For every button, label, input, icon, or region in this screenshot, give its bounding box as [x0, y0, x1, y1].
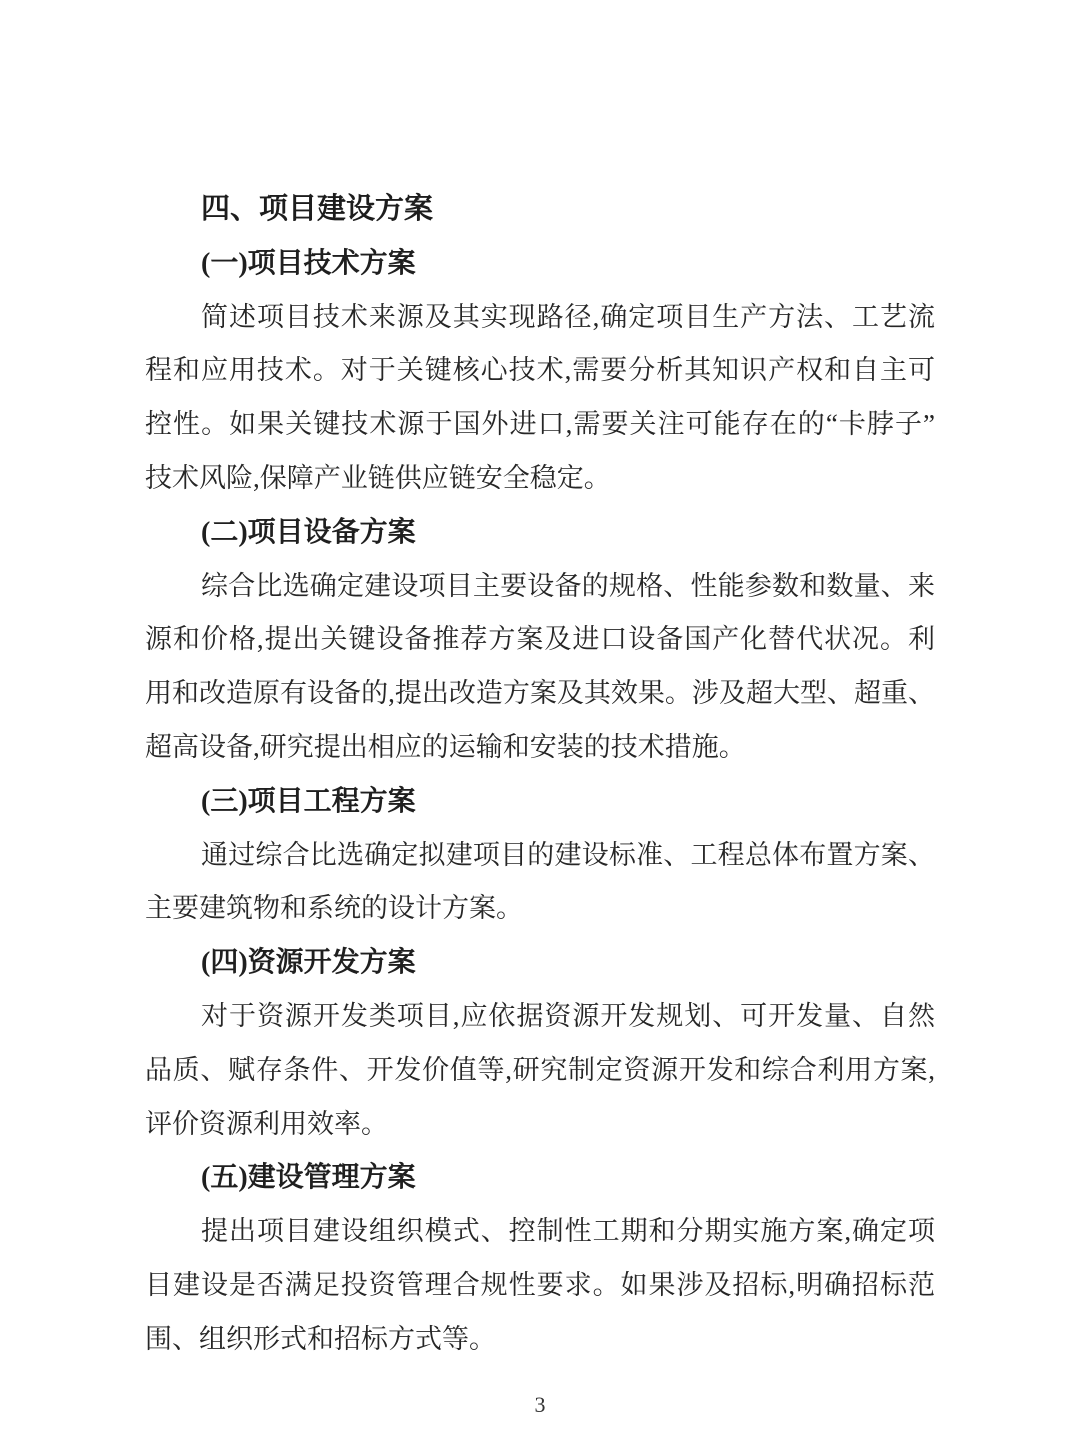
- section-title: 四、项目建设方案: [201, 193, 434, 225]
- subsection-heading-5: (五)建设管理方案: [201, 1162, 416, 1194]
- paragraph-line: 目建设是否满足投资管理合规性要求。如果涉及招标,明确招标范: [145, 1269, 935, 1300]
- paragraph-line: 提出项目建设组织模式、控制性工期和分期实施方案,确定项: [201, 1216, 935, 1247]
- paragraph-line: 品质、赋存条件、开发价值等,研究制定资源开发和综合利用方案,: [145, 1054, 935, 1085]
- paragraph-line: 通过综合比选确定拟建项目的建设标准、工程总体布置方案、: [201, 839, 935, 870]
- page-number: 3: [534, 1392, 546, 1417]
- paragraph-line: 技术风险,保障产业链供应链安全稳定。: [145, 462, 611, 493]
- document-body: [145, 183, 935, 1367]
- paragraph-line: 对于资源开发类项目,应依据资源开发规划、可开发量、自然: [201, 1000, 935, 1031]
- paragraph-line: 主要建筑物和系统的设计方案。: [145, 893, 523, 924]
- paragraph-line: 简述项目技术来源及其实现路径,确定项目生产方法、工艺流: [201, 301, 935, 332]
- paragraph-line: 源和价格,提出关键设备推荐方案及进口设备国产化替代状况。利: [145, 624, 935, 655]
- paragraph-line: 综合比选确定建设项目主要设备的规格、性能参数和数量、来: [201, 570, 935, 601]
- paragraph-line: 超高设备,研究提出相应的运输和安装的技术措施。: [145, 731, 746, 762]
- paragraph-line: 围、组织形式和招标方式等。: [145, 1323, 496, 1354]
- paragraph-line: 程和应用技术。对于关键核心技术,需要分析其知识产权和自主可: [145, 355, 935, 386]
- paragraph-line: 控性。如果关键技术源于国外进口,需要关注可能存在的“卡脖子”: [145, 409, 935, 440]
- subsection-heading-1: (一)项目技术方案: [201, 247, 416, 279]
- subsection-heading-3: (三)项目工程方案: [201, 785, 416, 817]
- paragraph-line: 用和改造原有设备的,提出改造方案及其效果。涉及超大型、超重、: [145, 678, 935, 709]
- subsection-heading-2: (二)项目设备方案: [201, 516, 416, 548]
- subsection-heading-4: (四)资源开发方案: [201, 947, 416, 979]
- paragraph-line: 评价资源利用效率。: [145, 1108, 388, 1139]
